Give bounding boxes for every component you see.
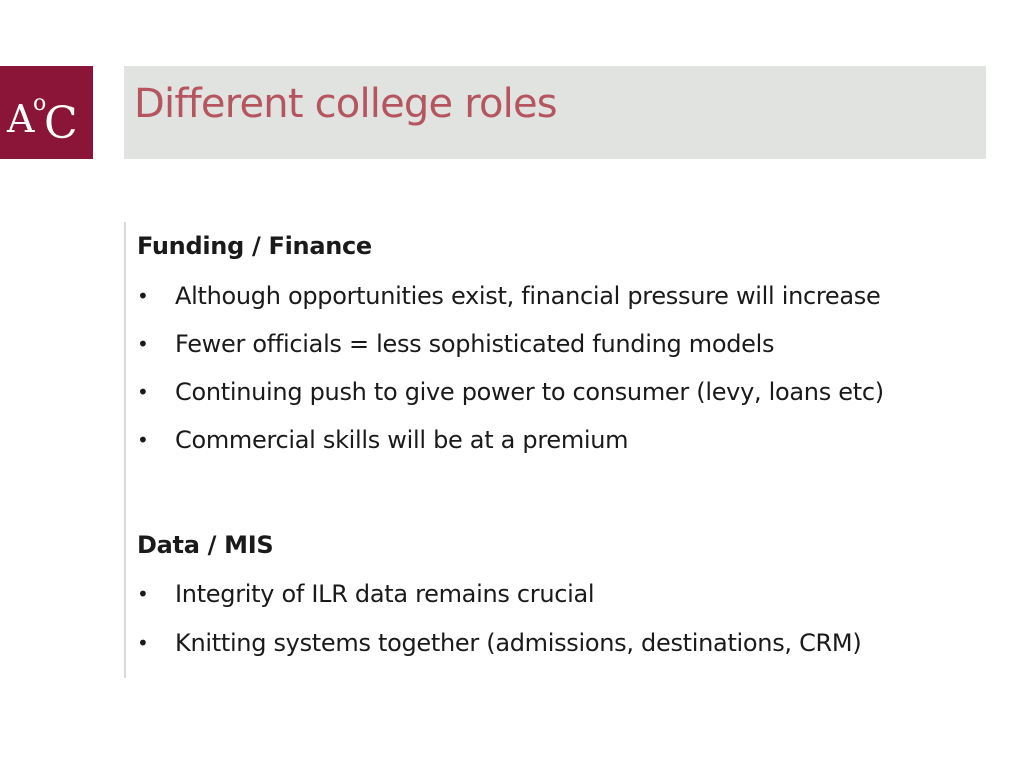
bullet-text: Commercial skills will be at a premium xyxy=(175,426,629,454)
bullet-icon: • xyxy=(137,582,149,606)
logo-letter-c: C xyxy=(44,98,78,149)
bullet-text: Although opportunities exist, financial pressure will increase xyxy=(175,282,881,310)
section-heading-funding: Funding / Finance xyxy=(137,232,372,260)
bullet-text: Fewer officials = less sophisticated funding models xyxy=(175,330,775,358)
bullet-icon: • xyxy=(137,631,149,655)
section-heading-data: Data / MIS xyxy=(137,531,274,559)
bullet-text: Integrity of ILR data remains crucial xyxy=(175,580,595,608)
bullet-icon: • xyxy=(137,380,149,404)
bullet-icon: • xyxy=(137,428,149,452)
title-bar xyxy=(124,66,986,159)
slide-title: Different college roles xyxy=(134,81,557,127)
bullet-text: Continuing push to give power to consumer (levy, loans etc) xyxy=(175,378,884,406)
logo-letter-o: o xyxy=(33,91,47,116)
bullet-text: Knitting systems together (admissions, destinations, CRM) xyxy=(175,629,862,657)
logo-letter-a: A xyxy=(7,97,35,141)
bullet-icon: • xyxy=(137,284,149,308)
content-area xyxy=(124,222,1006,678)
bullet-icon: • xyxy=(137,332,149,356)
aoc-logo xyxy=(0,66,93,159)
